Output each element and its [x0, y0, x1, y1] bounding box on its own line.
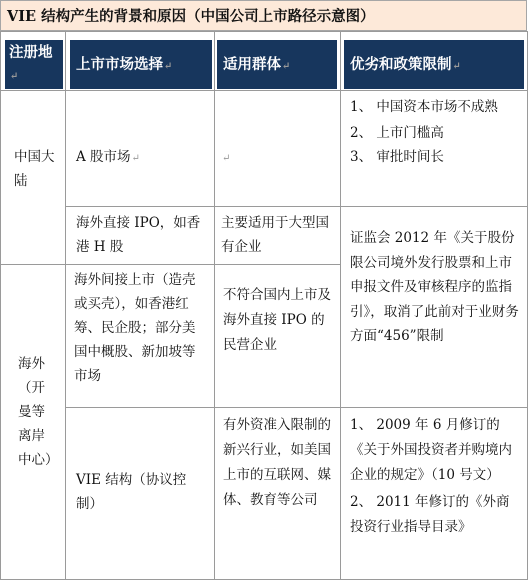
header-market-label: 上市市场选择 — [76, 56, 163, 73]
table-title: VIE 结构产生的背景和原因（中国公司上市路径示意图） — [0, 0, 527, 31]
direct-ipo-market-text: 海外直接 IPO，如香港 H 股 — [76, 215, 201, 255]
header-cell-pros: 优劣和政策限制↵ — [344, 40, 524, 89]
indirect-market-text: 海外间接上市（造壳或买壳），如香港红筹、民企股；部分美国中概股、新加坡等市场 — [74, 272, 196, 384]
header-group-label: 适用群体 — [223, 56, 281, 73]
a-share-pros-2: 2、 上市门槛高 — [350, 125, 444, 141]
header-cell-place: 注册地↵ — [5, 40, 63, 89]
csrc-note-text: 证监会 2012 年《关于股份限公司境外发行股票和上市申报文件及审核程序的监指引》，取消了此前对于业财务方面“456”限制 — [350, 230, 519, 344]
vie-group-text: 有外资准入限制的新兴行业，如美国上市的互联网、媒体、教育等公司 — [223, 417, 331, 508]
cell-a-share-market: A 股市场↵ — [76, 149, 140, 165]
a-share-pros-1: 1、 中国资本市场不成熟 — [350, 99, 498, 115]
indirect-group-text: 不符合国内上市及海外直接 IPO 的民营企业 — [223, 287, 331, 353]
vie-pros-2: 2、 2011 年修订的《外商投资行业指导目录》 — [350, 494, 510, 535]
a-share-market-text: A 股市场 — [76, 149, 131, 165]
overseas-label: 海外（开曼等离岸中心） — [18, 356, 59, 468]
vie-market-text: VIE 结构（协议控制） — [76, 472, 187, 512]
header-cell-market: 上市市场选择↵ — [70, 40, 212, 89]
china-label: 中国大陆 — [14, 149, 55, 189]
header-place-label: 注册地 — [9, 44, 53, 61]
header-cell-group: 适用群体↵ — [217, 40, 337, 89]
vie-pros-1: 1、 2009 年 6 月修订的《关于外国投资者并购境内企业的规定》（10 号文） — [350, 417, 512, 483]
header-pros-label: 优劣和政策限制 — [350, 56, 452, 73]
direct-ipo-group-text: 主要适用于大型国有企业 — [221, 215, 329, 255]
a-share-pros-3: 3、 审批时间长 — [350, 149, 444, 165]
cell-a-share-group: ↵ — [222, 153, 231, 164]
